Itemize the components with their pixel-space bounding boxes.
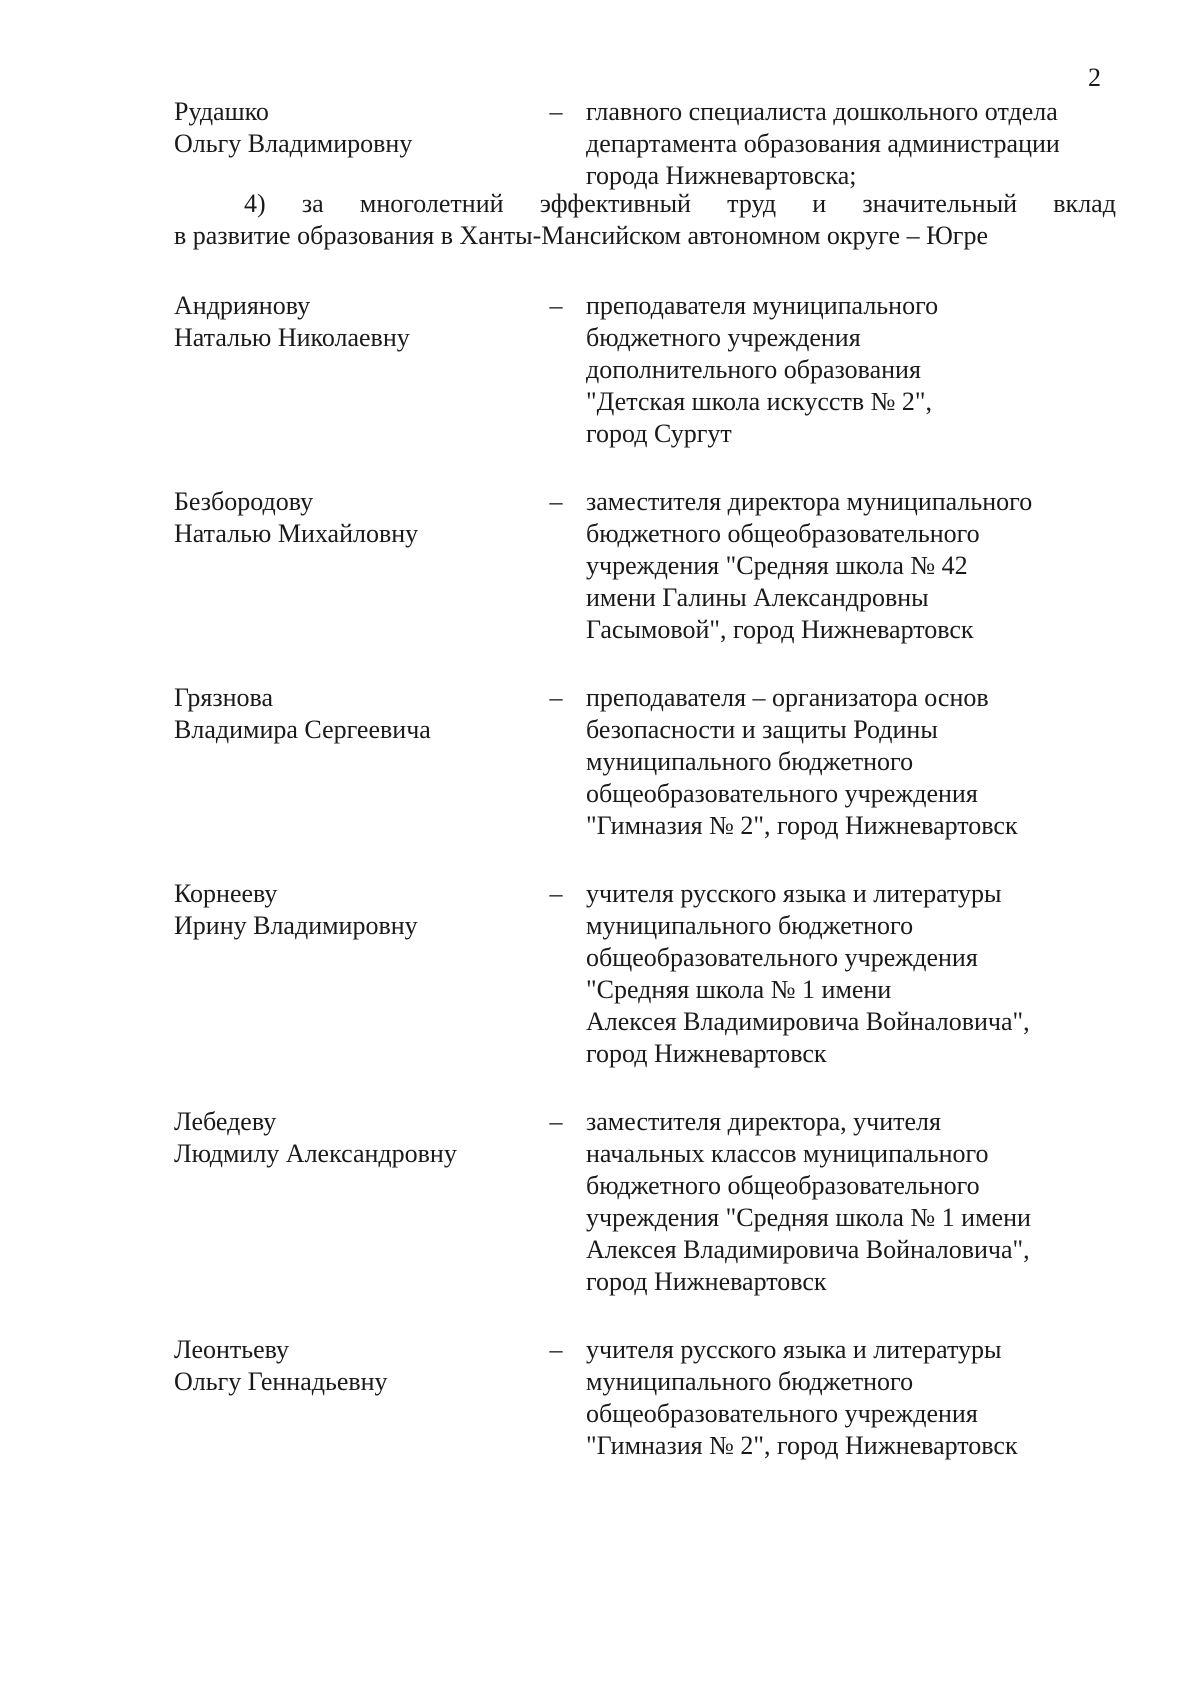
paragraph-line: в развитие образования в Ханты-Мансийском автономном округе – Югре bbox=[174, 221, 988, 250]
description-line: города Нижневартовска; bbox=[586, 161, 857, 190]
person-given-name: Наталью Николаевну bbox=[174, 323, 410, 352]
description-line: "Детская школа искусств № 2", bbox=[586, 387, 933, 416]
description-line: преподавателя – организатора основ bbox=[586, 683, 989, 712]
separator-dash: – bbox=[549, 1107, 563, 1136]
person-given-name: Людмилу Александровну bbox=[174, 1139, 457, 1168]
paragraph-word: труд bbox=[727, 189, 777, 218]
description-line: муниципального бюджетного bbox=[586, 911, 914, 940]
person-name bbox=[174, 878, 534, 942]
description-line: Алексея Владимировича Войналовича", bbox=[586, 1235, 1030, 1264]
description-line: "Гимназия № 2", город Нижневартовск bbox=[586, 811, 1018, 840]
person-surname: Рудашко bbox=[174, 97, 269, 126]
description-line: "Гимназия № 2", город Нижневартовск bbox=[586, 1431, 1018, 1460]
description-line: учреждения "Средняя школа № 42 bbox=[586, 551, 968, 580]
description-line: город Сургут bbox=[586, 419, 732, 448]
description-line: бюджетного общеобразовательного bbox=[586, 1171, 980, 1200]
description-line: учителя русского языка и литературы bbox=[586, 879, 1002, 908]
description-line: департамента образования администрации bbox=[586, 129, 1060, 158]
description-line: бюджетного общеобразовательного bbox=[586, 519, 980, 548]
person-name bbox=[174, 290, 534, 354]
description-line: бюджетного учреждения bbox=[586, 323, 861, 352]
person-surname: Лебедеву bbox=[174, 1107, 277, 1136]
person-surname: Андриянову bbox=[174, 291, 311, 320]
description-line: "Средняя школа № 1 имени bbox=[586, 975, 892, 1004]
description-line: общеобразовательного учреждения bbox=[586, 779, 978, 808]
description-line: Гасымовой", город Нижневартовск bbox=[586, 615, 974, 644]
description-line: общеобразовательного учреждения bbox=[586, 943, 978, 972]
paragraph-word: за bbox=[301, 189, 324, 218]
description-line: преподавателя муниципального bbox=[586, 291, 939, 320]
description-line: учителя русского языка и литературы bbox=[586, 1335, 1002, 1364]
person-given-name: Наталью Михайловну bbox=[174, 519, 419, 548]
description-line: муниципального бюджетного bbox=[586, 1367, 914, 1396]
description-line: заместителя директора муниципального bbox=[586, 487, 1033, 516]
separator-dash: – bbox=[549, 683, 563, 712]
person-name bbox=[174, 1106, 534, 1170]
position-description bbox=[586, 96, 1126, 192]
description-line: главного специалиста дошкольного отдела bbox=[586, 97, 1058, 126]
paragraph-word: 4) bbox=[244, 189, 266, 218]
separator-dash: – bbox=[549, 291, 563, 320]
description-line: учреждения "Средняя школа № 1 имени bbox=[586, 1203, 1031, 1232]
description-line: начальных классов муниципального bbox=[586, 1139, 989, 1168]
person-name bbox=[174, 486, 534, 550]
paragraph-word: эффективный bbox=[539, 189, 691, 218]
separator-dash: – bbox=[549, 1335, 563, 1364]
description-line: Алексея Владимировича Войналовича", bbox=[586, 1007, 1030, 1036]
separator-dash: – bbox=[549, 879, 563, 908]
position-description bbox=[586, 878, 1126, 1070]
person-name bbox=[174, 96, 534, 160]
award-category-paragraph bbox=[174, 188, 1116, 252]
position-description bbox=[586, 682, 1126, 842]
paragraph-word: значительный bbox=[862, 189, 1018, 218]
person-given-name: Ольгу Владимировну bbox=[174, 129, 413, 158]
paragraph-word: многолетний bbox=[359, 189, 504, 218]
person-given-name: Ольгу Геннадьевну bbox=[174, 1367, 388, 1396]
person-given-name: Ирину Владимировну bbox=[174, 911, 418, 940]
description-line: муниципального бюджетного bbox=[586, 747, 914, 776]
position-description bbox=[586, 1334, 1126, 1462]
paragraph-word: вклад bbox=[1053, 189, 1116, 218]
person-surname: Корнееву bbox=[174, 879, 278, 908]
person-name bbox=[174, 682, 534, 746]
description-line: заместителя директора, учителя bbox=[586, 1107, 941, 1136]
paragraph-line bbox=[174, 188, 1116, 220]
person-surname: Леонтьеву bbox=[174, 1335, 290, 1364]
position-description bbox=[586, 290, 1126, 450]
description-line: общеобразовательного учреждения bbox=[586, 1399, 978, 1428]
person-surname: Грязнова bbox=[174, 683, 274, 712]
description-line: безопасности и защиты Родины bbox=[586, 715, 938, 744]
person-surname: Безбородову bbox=[174, 487, 314, 516]
description-line: город Нижневартовск bbox=[586, 1039, 827, 1068]
separator-dash: – bbox=[549, 97, 563, 126]
position-description bbox=[586, 486, 1126, 646]
person-given-name: Владимира Сергеевича bbox=[174, 715, 431, 744]
separator-dash: – bbox=[549, 487, 563, 516]
person-name bbox=[174, 1334, 534, 1398]
page-number: 2 bbox=[1088, 63, 1101, 92]
description-line: дополнительного образования bbox=[586, 355, 921, 384]
position-description bbox=[586, 1106, 1126, 1298]
description-line: имени Галины Александровны bbox=[586, 583, 929, 612]
description-line: город Нижневартовск bbox=[586, 1267, 827, 1296]
paragraph-word: и bbox=[812, 189, 827, 218]
